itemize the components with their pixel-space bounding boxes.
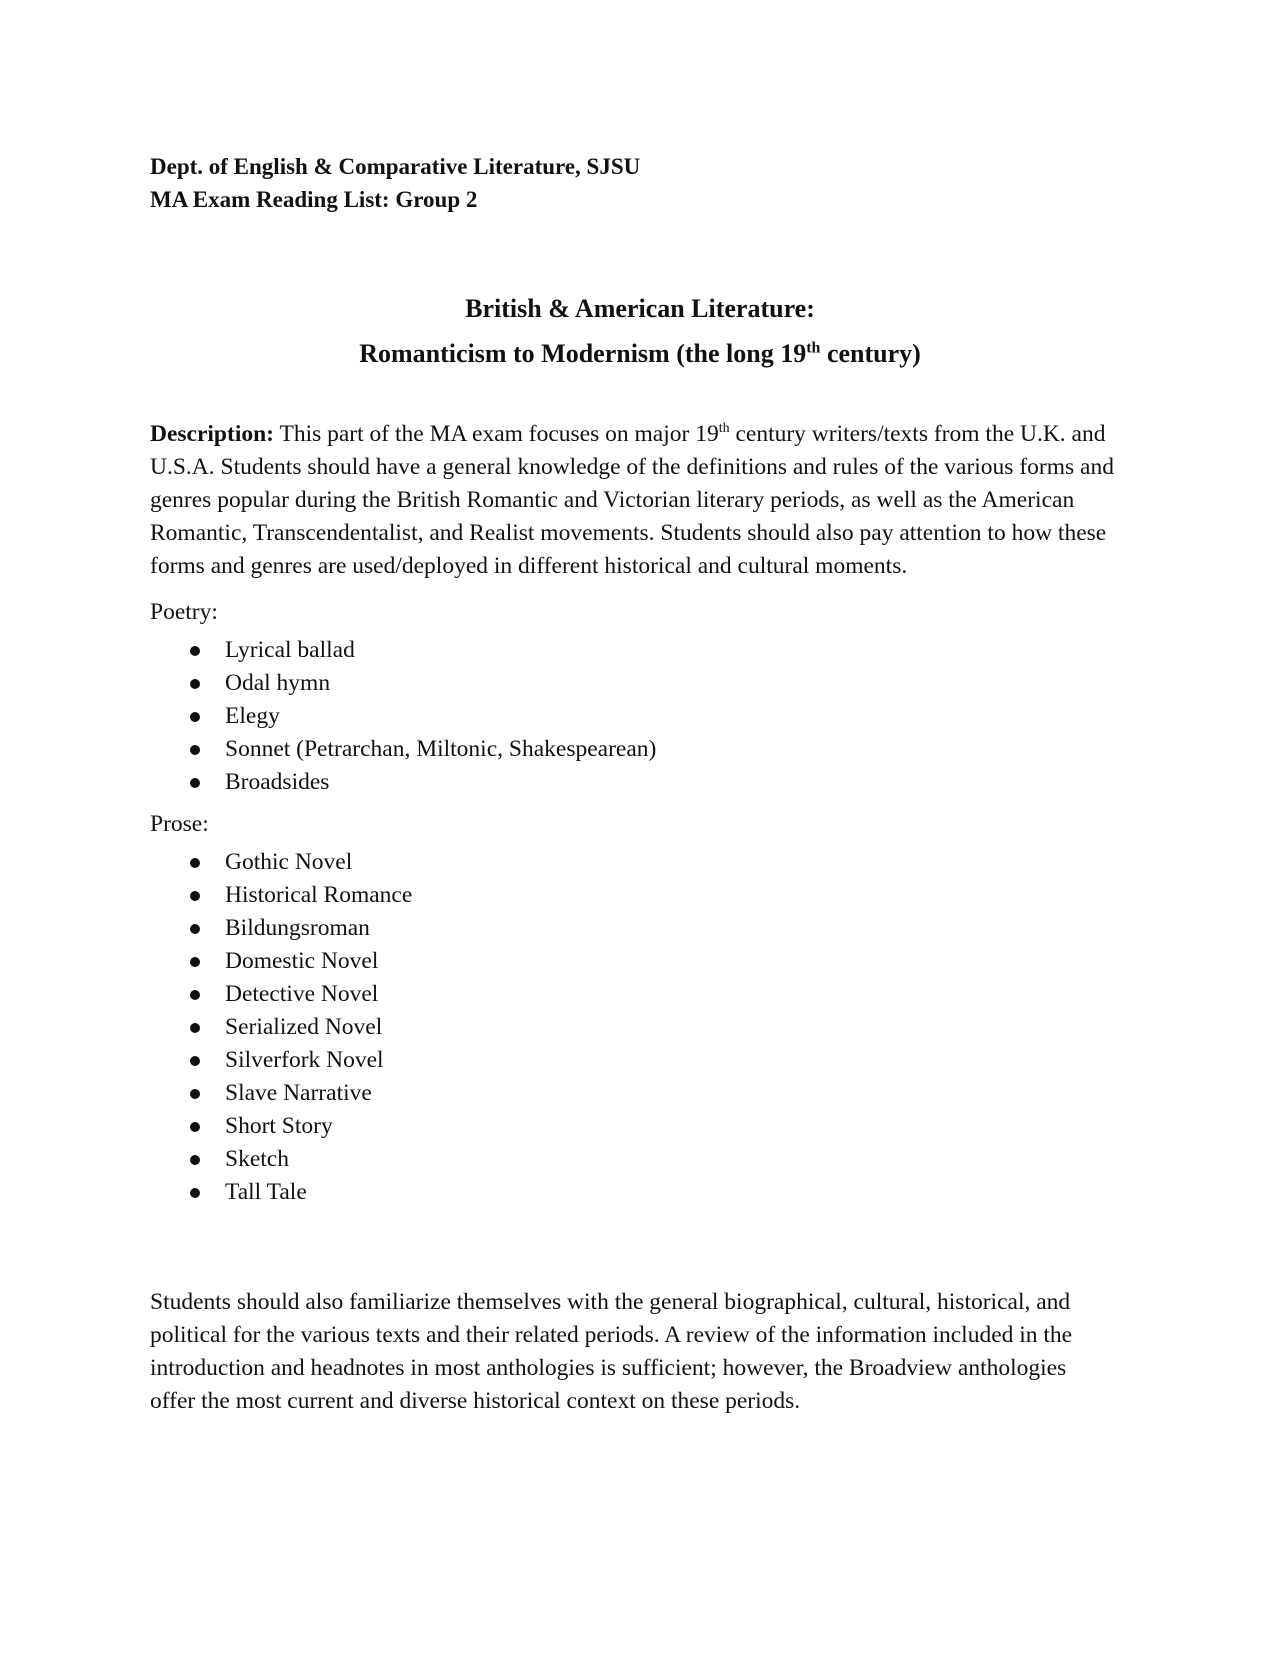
list-item <box>150 1044 412 1077</box>
list-item <box>150 1077 412 1110</box>
bullet-icon <box>190 1155 200 1165</box>
bullet-icon <box>190 957 200 967</box>
bullet-icon <box>190 1122 200 1132</box>
reading-list-line: MA Exam Reading List: Group 2 <box>150 187 478 212</box>
title-line-1: British & American Literature: <box>465 294 815 323</box>
list-item-label: Historical Romance <box>225 882 413 908</box>
bullet-icon <box>190 1056 200 1066</box>
list-item <box>150 879 412 912</box>
bullet-icon <box>190 679 200 689</box>
list-item-label: Silverfork Novel <box>225 1047 384 1073</box>
title-line-2-before: Romanticism to Modernism (the long 19 <box>359 339 807 368</box>
bullet-icon <box>190 1023 200 1033</box>
bullet-icon <box>190 1188 200 1198</box>
document-title <box>150 286 1130 376</box>
list-item-label: Domestic Novel <box>225 948 379 974</box>
list-item-label: Short Story <box>225 1113 333 1139</box>
prose-list <box>150 846 412 1209</box>
list-item <box>150 766 656 799</box>
bullet-icon <box>190 990 200 1000</box>
description-label: Description: <box>150 421 275 447</box>
list-item <box>150 700 656 733</box>
list-item-label: Sketch <box>225 1146 289 1172</box>
description-text-after: century writers/texts from the U.K. and U.S.A. Students should have a general knowledge of the definitions and rules of the various forms and genres popular during the British Romantic and Victorian literary periods, as well as the American Romantic, Transcendentalist, and Realist movements. Students should also pay attention to how these forms and genres are used/deployed in different historical and cultural moments. <box>150 421 1114 579</box>
list-item-label: Lyrical ballad <box>225 637 355 663</box>
list-item <box>150 733 656 766</box>
bullet-icon <box>190 745 200 755</box>
list-item-label: Odal hymn <box>225 670 331 696</box>
description-text-before: This part of the MA exam focuses on major 19 <box>274 421 719 447</box>
list-item-label: Sonnet (Petrarchan, Miltonic, Shakespearean) <box>225 736 657 762</box>
bullet-icon <box>190 858 200 868</box>
department-line: Dept. of English & Comparative Literature, SJSU <box>150 154 641 179</box>
list-item <box>150 667 656 700</box>
closing-paragraph: Students should also familiarize themselves with the general biographical, cultural, historical, and political for the various texts and their related periods. A review of the information included in the introduction and headnotes in most anthologies is sufficient; however, the Broadview anthologies offer the most current and diverse historical context on these periods. <box>150 1289 1073 1414</box>
list-item <box>150 1011 412 1044</box>
list-item-label: Slave Narrative <box>225 1080 372 1106</box>
bullet-icon <box>190 1089 200 1099</box>
list-item <box>150 1143 412 1176</box>
bullet-icon <box>190 712 200 722</box>
list-item-label: Serialized Novel <box>225 1014 383 1040</box>
list-item <box>150 1176 412 1209</box>
bullet-icon <box>190 646 200 656</box>
poetry-list <box>150 634 656 799</box>
description-superscript: th <box>718 421 730 437</box>
title-superscript: th <box>806 339 821 357</box>
poetry-label: Poetry: <box>150 599 218 625</box>
description-paragraph <box>150 418 1130 583</box>
list-item-label: Tall Tale <box>225 1179 307 1205</box>
bullet-icon <box>190 891 200 901</box>
bullet-icon <box>190 924 200 934</box>
list-item-label: Detective Novel <box>225 981 379 1007</box>
list-item <box>150 978 412 1011</box>
list-item-label: Gothic Novel <box>225 849 353 875</box>
list-item <box>150 1110 412 1143</box>
list-item-label: Elegy <box>225 703 280 729</box>
title-line-2-after: century) <box>820 339 921 368</box>
list-item-label: Broadsides <box>225 769 330 795</box>
list-item <box>150 945 412 978</box>
bullet-icon <box>190 778 200 788</box>
prose-label: Prose: <box>150 811 209 837</box>
list-item <box>150 634 656 667</box>
list-item <box>150 912 412 945</box>
list-item-label: Bildungsroman <box>225 915 370 941</box>
document-header <box>150 150 1130 216</box>
list-item <box>150 846 412 879</box>
title-line-2 <box>150 331 1130 376</box>
